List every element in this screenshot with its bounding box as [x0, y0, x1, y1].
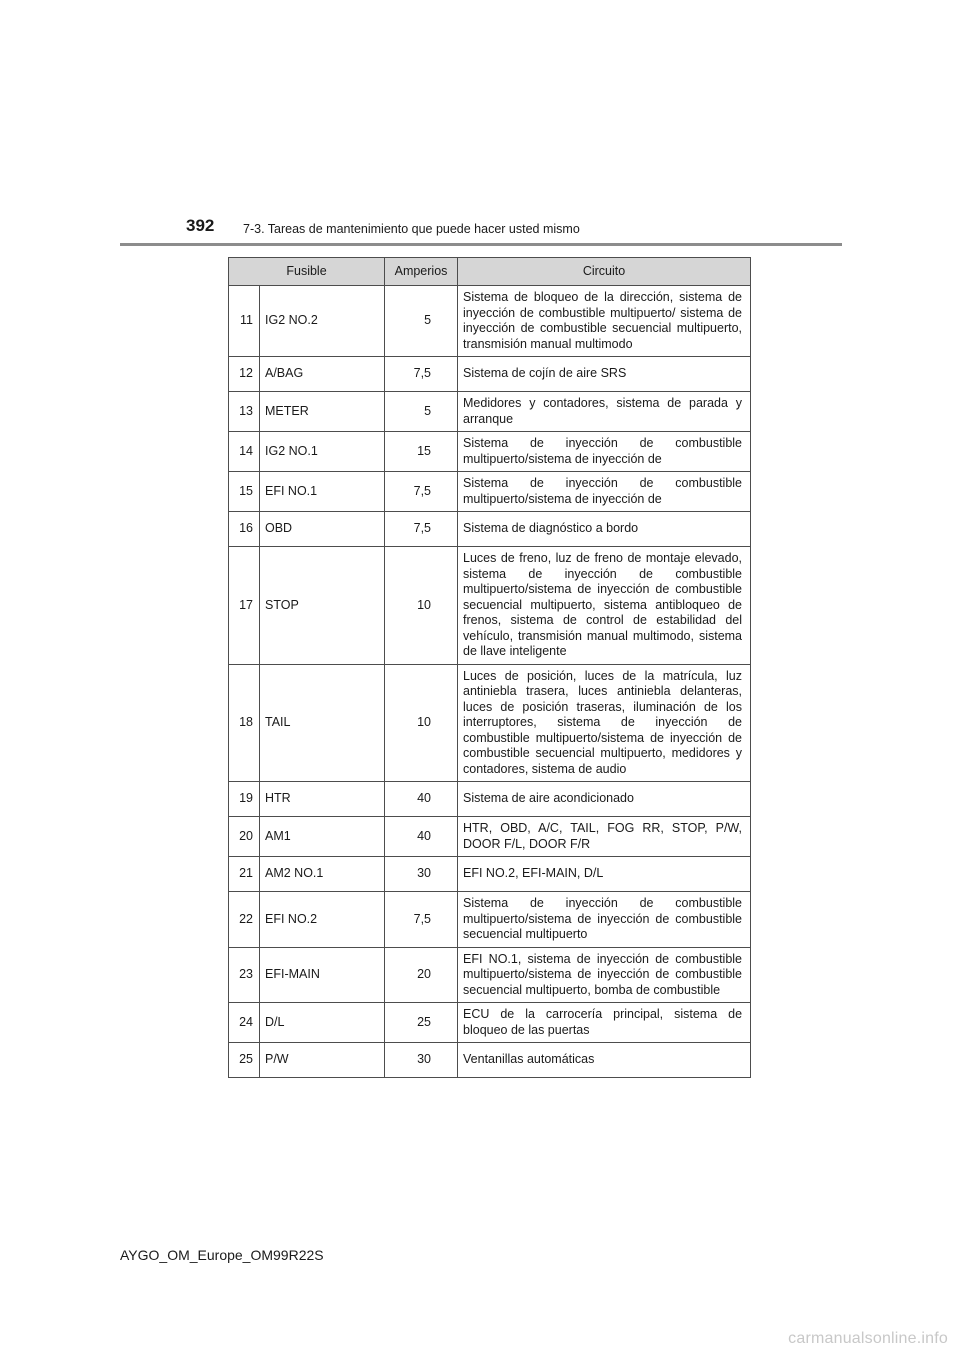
- circuit-cell: Medidores y contadores, sistema de parada y arranque: [458, 392, 751, 432]
- fuse-name-cell: EFI NO.2: [260, 892, 385, 948]
- circuit-cell: Sistema de cojín de aire SRS: [458, 357, 751, 392]
- amperes-cell: 15: [385, 432, 458, 472]
- table-row: [229, 1003, 751, 1043]
- amperes-cell: 7,5: [385, 512, 458, 547]
- column-header-circuit: Circuito: [458, 258, 751, 286]
- fuse-number-cell: 17: [229, 547, 260, 665]
- amperes-cell: 30: [385, 857, 458, 892]
- circuit-cell: Ventanillas automáticas: [458, 1043, 751, 1078]
- column-header-fuse: Fusible: [229, 258, 385, 286]
- circuit-cell: Luces de posición, luces de la matrícula, luz antiniebla trasera, luces antiniebla delanteras, luces de posición traseras, iluminación de los interruptores, sistema de inyección de combustible multipuerto/sistema de inyección de combustible secuencial multipuerto, medidores y contadores, sistema de audio: [458, 664, 751, 782]
- column-header-amperes: Amperios: [385, 258, 458, 286]
- fuse-name-cell: AM1: [260, 817, 385, 857]
- table-row: [229, 392, 751, 432]
- amperes-cell: 40: [385, 817, 458, 857]
- circuit-cell: Sistema de bloqueo de la dirección, sistema de inyección de combustible multipuerto/ sistema de inyección de combustible secuencial multipuerto, transmisión manual multimodo: [458, 286, 751, 357]
- amperes-cell: 7,5: [385, 472, 458, 512]
- fuse-name-cell: P/W: [260, 1043, 385, 1078]
- fuse-number-cell: 23: [229, 947, 260, 1003]
- table-row: [229, 472, 751, 512]
- table-row: [229, 947, 751, 1003]
- table-row: [229, 432, 751, 472]
- amperes-cell: 40: [385, 782, 458, 817]
- fuse-name-cell: HTR: [260, 782, 385, 817]
- amperes-cell: 5: [385, 286, 458, 357]
- footer-document-code: AYGO_OM_Europe_OM99R22S: [120, 1247, 324, 1263]
- fuse-number-cell: 11: [229, 286, 260, 357]
- amperes-cell: 10: [385, 547, 458, 665]
- circuit-cell: Sistema de diagnóstico a bordo: [458, 512, 751, 547]
- fuse-number-cell: 19: [229, 782, 260, 817]
- fuse-name-cell: STOP: [260, 547, 385, 665]
- fuse-number-cell: 13: [229, 392, 260, 432]
- page-number: 392: [186, 216, 215, 235]
- circuit-cell: Luces de freno, luz de freno de montaje elevado, sistema de inyección de combustible multipuerto/sistema de inyección de combustible secuencial multipuerto, sistema antibloqueo de frenos, sistema de control de estabilidad del vehículo, transmisión manual multimodo, sistema de llave inteligente: [458, 547, 751, 665]
- header-divider: [120, 243, 842, 246]
- circuit-cell: ECU de la carrocería principal, sistema de bloqueo de las puertas: [458, 1003, 751, 1043]
- fuse-number-cell: 16: [229, 512, 260, 547]
- fuse-number-cell: 15: [229, 472, 260, 512]
- watermark: carmanualsonline.info: [788, 1330, 948, 1347]
- table-row: [229, 857, 751, 892]
- amperes-cell: 10: [385, 664, 458, 782]
- table-body: [229, 286, 751, 1078]
- fuse-number-cell: 14: [229, 432, 260, 472]
- amperes-cell: 20: [385, 947, 458, 1003]
- fuse-name-cell: AM2 NO.1: [260, 857, 385, 892]
- fuse-name-cell: D/L: [260, 1003, 385, 1043]
- fuse-name-cell: IG2 NO.1: [260, 432, 385, 472]
- fuse-number-cell: 25: [229, 1043, 260, 1078]
- table-row: [229, 512, 751, 547]
- table-row: [229, 1043, 751, 1078]
- amperes-cell: 25: [385, 1003, 458, 1043]
- fuse-number-cell: 24: [229, 1003, 260, 1043]
- fuse-name-cell: A/BAG: [260, 357, 385, 392]
- fuse-table: [228, 257, 751, 1078]
- fuse-number-cell: 18: [229, 664, 260, 782]
- circuit-cell: Sistema de inyección de combustible multipuerto/sistema de inyección de combustible secuencial multipuerto: [458, 892, 751, 948]
- circuit-cell: HTR, OBD, A/C, TAIL, FOG RR, STOP, P/W, DOOR F/L, DOOR F/R: [458, 817, 751, 857]
- circuit-cell: Sistema de inyección de combustible multipuerto/sistema de inyección de: [458, 432, 751, 472]
- fuse-number-cell: 12: [229, 357, 260, 392]
- amperes-cell: 5: [385, 392, 458, 432]
- fuse-number-cell: 20: [229, 817, 260, 857]
- table-row: [229, 817, 751, 857]
- fuse-name-cell: TAIL: [260, 664, 385, 782]
- table-row: [229, 357, 751, 392]
- circuit-cell: EFI NO.1, sistema de inyección de combustible multipuerto/sistema de inyección de combustible secuencial multipuerto, bomba de combustible: [458, 947, 751, 1003]
- table-row: [229, 547, 751, 665]
- section-title: 7-3. Tareas de mantenimiento que puede hacer usted mismo: [243, 222, 580, 236]
- table-row: [229, 664, 751, 782]
- table-header-row: [229, 258, 751, 286]
- table-row: [229, 286, 751, 357]
- fuse-name-cell: OBD: [260, 512, 385, 547]
- amperes-cell: 7,5: [385, 357, 458, 392]
- table-row: [229, 782, 751, 817]
- table-row: [229, 892, 751, 948]
- amperes-cell: 30: [385, 1043, 458, 1078]
- fuse-number-cell: 22: [229, 892, 260, 948]
- fuse-name-cell: IG2 NO.2: [260, 286, 385, 357]
- amperes-cell: 7,5: [385, 892, 458, 948]
- fuse-number-cell: 21: [229, 857, 260, 892]
- fuse-name-cell: EFI NO.1: [260, 472, 385, 512]
- fuse-name-cell: EFI-MAIN: [260, 947, 385, 1003]
- fuse-name-cell: METER: [260, 392, 385, 432]
- circuit-cell: Sistema de aire acondicionado: [458, 782, 751, 817]
- circuit-cell: Sistema de inyección de combustible multipuerto/sistema de inyección de: [458, 472, 751, 512]
- circuit-cell: EFI NO.2, EFI-MAIN, D/L: [458, 857, 751, 892]
